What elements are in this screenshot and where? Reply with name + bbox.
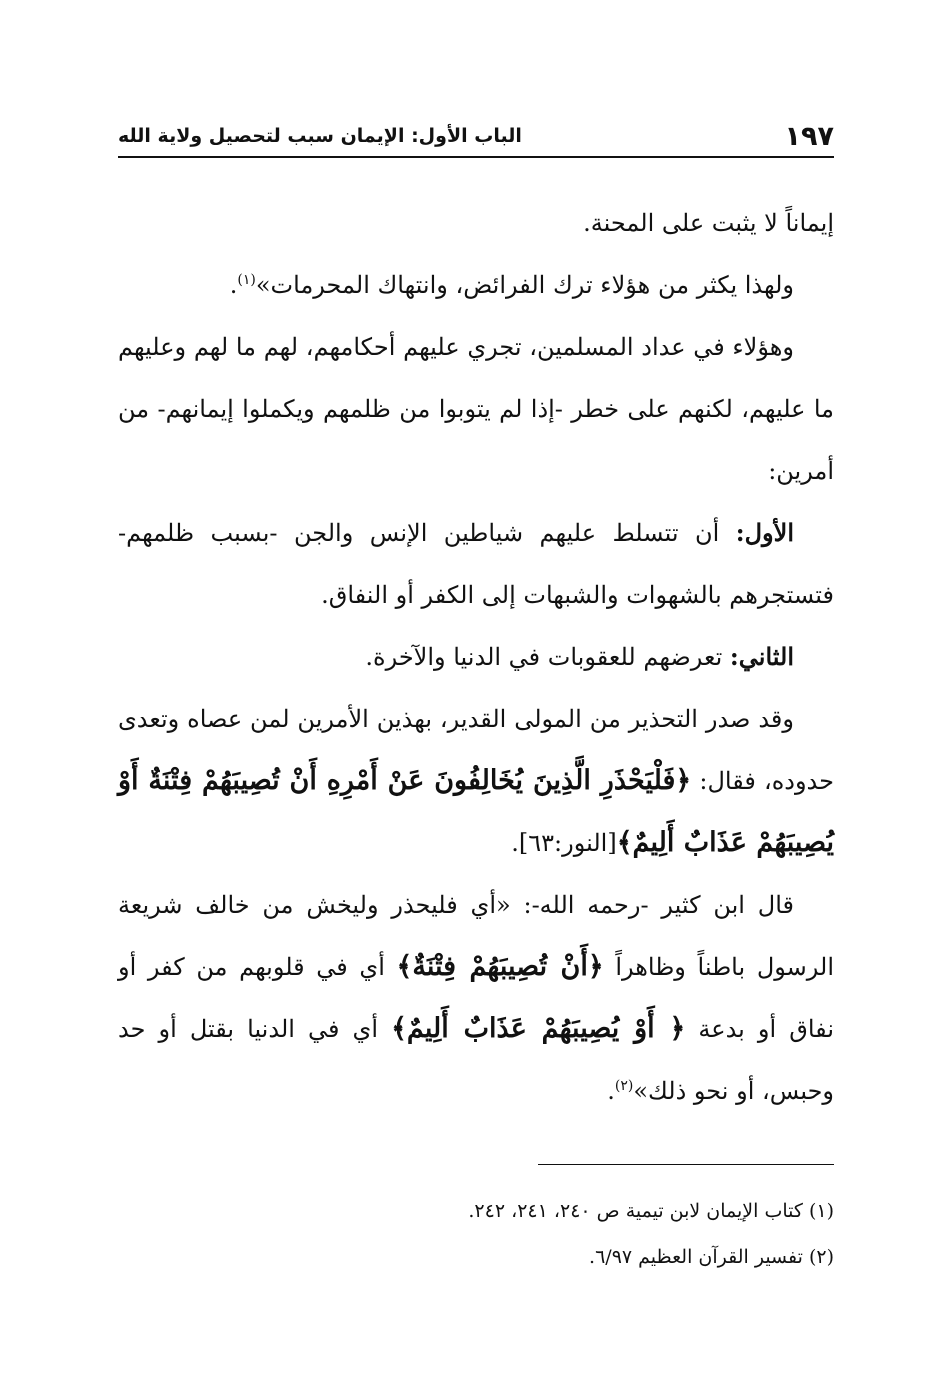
quran-quote-1: ﴿أَنْ تُصِيبَهُمْ فِتْنَةٌ﴾ bbox=[396, 951, 604, 982]
footnote-2: (٢) تفسير القرآن العظيم ٦/٩٧. bbox=[589, 1246, 834, 1268]
paragraph-1 bbox=[118, 192, 834, 254]
verse-citation: [النور:٦٣]. bbox=[511, 829, 617, 857]
running-title: الباب الأول: الإيمان سبب لتحصيل ولاية الله bbox=[118, 125, 522, 147]
label-second: الثاني: bbox=[729, 642, 794, 671]
paragraph-7 bbox=[118, 874, 834, 1122]
quran-quote-2: ﴿ أَوْ يُصِيبَهُمْ عَذَابٌ أَلِيمٌ﴾ bbox=[391, 1013, 686, 1044]
label-first: الأول: bbox=[735, 518, 794, 547]
paragraph-5-text: تعرضهم للعقوبات في الدنيا والآخرة. bbox=[365, 643, 723, 671]
header-rule bbox=[118, 156, 834, 158]
paragraph-2-text: ولهذا يكثر من هؤلاء ترك الفرائض، وانتهاك المحرمات» bbox=[255, 271, 794, 299]
main-text bbox=[118, 192, 834, 1122]
paragraph-5 bbox=[118, 626, 834, 688]
paragraph-3 bbox=[118, 316, 834, 502]
paragraph-4 bbox=[118, 502, 834, 626]
paragraph-7-text-b: أي في قلوبهم من كفر أو نفاق أو بدعة bbox=[118, 953, 834, 1043]
paragraph-2-end: . bbox=[229, 271, 238, 299]
paragraph-1-text: إيماناً لا يثبت على المحنة. bbox=[583, 209, 834, 237]
footnote-ref-2: (٢) bbox=[614, 1078, 634, 1094]
footnote-ref-1: (١) bbox=[237, 272, 256, 288]
paragraph-6 bbox=[118, 688, 834, 874]
paragraph-6-text: وقد صدر التحذير من المولى القدير، بهذين الأمرين لمن عصاه وتعدى حدوده، فقال: bbox=[118, 705, 834, 795]
footnotes bbox=[118, 1188, 834, 1280]
paragraph-7-text-c: أي في الدنيا بقتل أو حد وحبس، أو نحو ذلك» bbox=[118, 1015, 834, 1105]
paragraph-4-text: أن تتسلط عليهم شياطين الإنس والجن -بسبب ظلمهم- فتستجرهم بالشهوات والشبهات إلى الكفر أو النفاق. bbox=[118, 519, 834, 609]
paragraph-7-text-a: قال ابن كثير -رحمه الله-: «أي فليحذر وليخش من خالف شريعة الرسول باطناً وظاهراً bbox=[118, 891, 834, 981]
paragraph-3-text: وهؤلاء في عداد المسلمين، تجري عليهم أحكامهم، لهم ما لهم وعليهم ما عليهم، لكنهم على خطر -إذا لم يتوبوا من ظلمهم ويكملوا إيمانهم- من أمرين: bbox=[118, 333, 834, 485]
footnote-rule bbox=[538, 1164, 834, 1165]
paragraph-2 bbox=[118, 254, 834, 316]
quran-verse: ﴿فَلْيَحْذَرِ الَّذِينَ يُخَالِفُونَ عَنْ أَمْرِهِ أَنْ تُصِيبَهُمْ فِتْنَةٌ أَوْ يُصِيبَهُمْ عَذَابٌ أَلِيمٌ﴾ bbox=[118, 765, 834, 858]
page-number: ١٩٧ bbox=[784, 120, 834, 152]
footnote-1: (١) كتاب الإيمان لابن تيمية ص ٢٤٠، ٢٤١، ٢٤٢. bbox=[468, 1200, 834, 1222]
page-header bbox=[118, 116, 834, 156]
paragraph-7-end: . bbox=[607, 1077, 615, 1105]
